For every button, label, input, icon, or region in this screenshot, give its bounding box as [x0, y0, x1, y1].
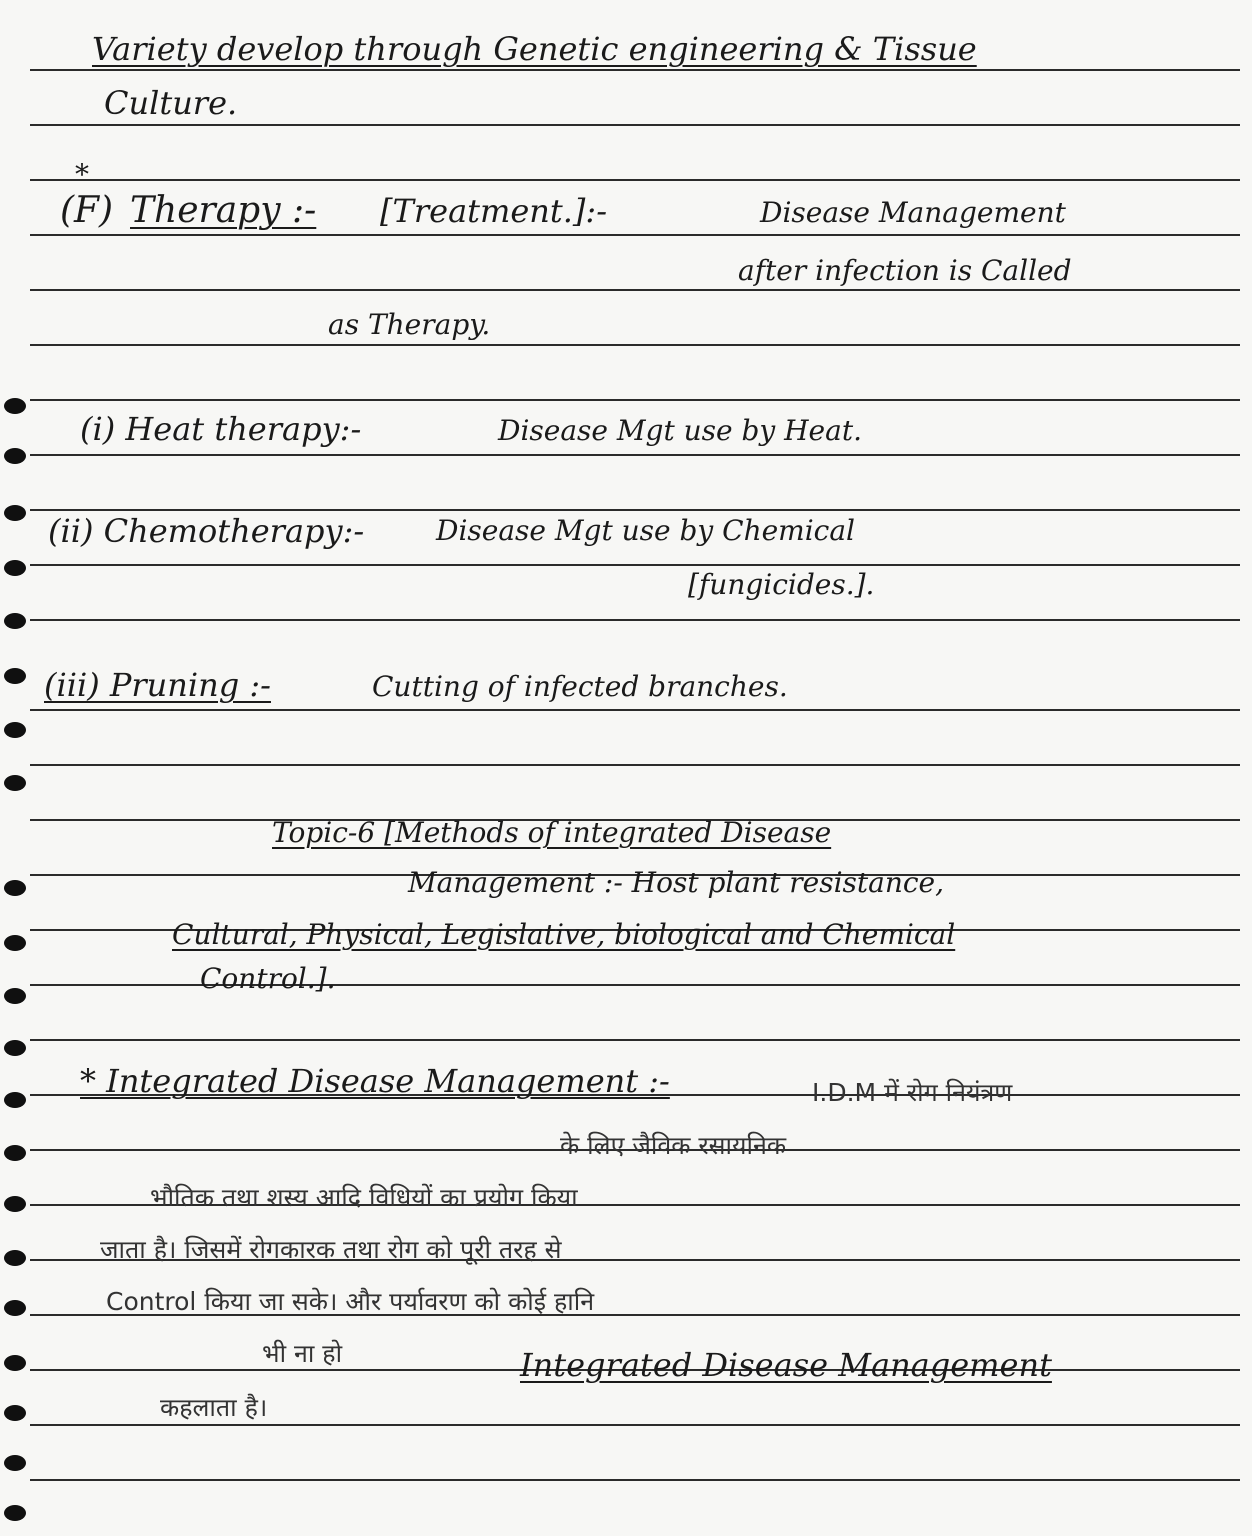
idm-heading: * Integrated Disease Management :- [80, 1062, 670, 1100]
idm-hindi-4: जाता है। जिसमें रोगकारक तथा रोग को पूरी तरह से [100, 1235, 562, 1264]
item-pruning-label: (iii) Pruning :- [44, 666, 271, 704]
idm-hindi-3: भौतिक तथा शस्य आदि विधियों का प्रयोग किया [150, 1183, 578, 1212]
header-line-2: Culture. [104, 84, 238, 122]
header-line-1: Variety develop through Genetic engineering & Tissue [92, 30, 977, 68]
topic-line-3: Cultural, Physical, Legislative, biological and Chemical [172, 918, 956, 951]
item-heat-desc: Disease Mgt use by Heat. [498, 414, 862, 447]
idm-hindi-2: के लिए जैविक रसायनिक [560, 1131, 787, 1160]
idm-tail: Integrated Disease Management [520, 1346, 1052, 1384]
topic-line-1: Topic-6 [Methods of integrated Disease [272, 816, 832, 849]
item-chemo-desc: Disease Mgt use by Chemical [436, 514, 856, 547]
topic-line-2: Management :- Host plant resistance, [408, 866, 945, 899]
therapy-title: Therapy :- [130, 190, 317, 231]
idm-hindi-6: भी ना हो [262, 1339, 343, 1368]
spiral-holes [0, 0, 60, 1536]
therapy-bracket: [Treatment.]:- [380, 192, 607, 230]
therapy-definition-2: after infection is Called [738, 254, 1072, 287]
star-mark: * [75, 158, 89, 191]
therapy-definition-1: Disease Management [760, 196, 1066, 229]
section-marker: (F) [60, 190, 114, 231]
idm-hindi-1: I.D.M में रोग नियंत्रण [812, 1078, 1013, 1107]
therapy-definition-3: as Therapy. [328, 308, 491, 341]
topic-line-4: Control.]. [200, 962, 336, 995]
item-chemo-label: (ii) Chemotherapy:- [48, 512, 365, 550]
idm-hindi-5: Control किया जा सके। और पर्यावरण को कोई हानि [106, 1287, 595, 1316]
idm-hindi-7: कहलाता है। [160, 1393, 268, 1422]
item-pruning-desc: Cutting of infected branches. [372, 670, 788, 703]
item-heat-label: (i) Heat therapy:- [80, 410, 362, 448]
item-chemo-desc-2: [fungicides.]. [688, 568, 875, 601]
